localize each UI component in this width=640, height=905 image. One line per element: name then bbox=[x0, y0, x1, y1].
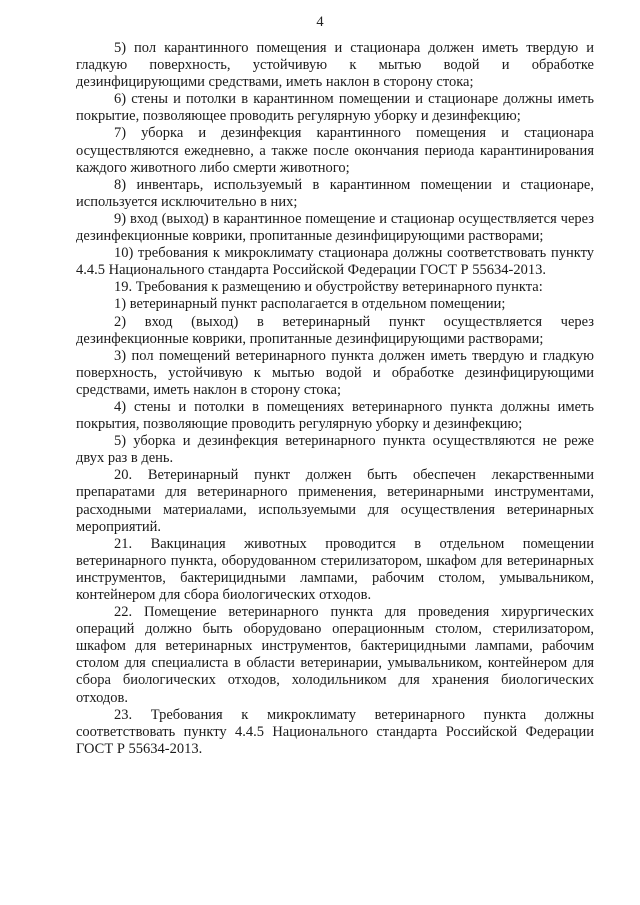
paragraph-quarantine-inventory: 8) инвентарь, используемый в карантинном помещении и стационаре, используется исключительно в них; bbox=[76, 176, 594, 210]
paragraph-vet-point-location: 1) ветеринарный пункт располагается в отдельном помещении; bbox=[114, 296, 506, 313]
paragraph-quarantine-floor: 5) пол карантинного помещения и стационара должен иметь твердую и гладкую поверхность, устойчивую к мытью водой и обработке дезинфицирующими средствами, иметь наклон в сторону стока; bbox=[76, 40, 594, 91]
page-number: 4 bbox=[316, 14, 324, 30]
paragraph-item-20: 20. Ветеринарный пункт должен быть обеспечен лекарственными препаратами для ветеринарного применения, ветеринарными инструментами, расходными материалами, используемыми для осуществления ветеринарных мероприятий. bbox=[76, 467, 594, 535]
paragraph-item-21: 21. Вакцинация животных проводится в отдельном помещении ветеринарного пункта, оборудованном стерилизатором, шкафом для ветеринарных инструментов, бактерицидными лампами, рабочим столом, умывальником, контейнером для сбора биологических отходов. bbox=[76, 535, 594, 603]
paragraph-quarantine-walls: 6) стены и потолки в карантинном помещении и стационаре должны иметь покрытие, позволяющее проводить регулярную уборку и дезинфекцию; bbox=[76, 91, 594, 125]
paragraph-item-19-heading: 19. Требования к размещению и обустройству ветеринарного пункта: bbox=[114, 279, 543, 296]
paragraph-item-23: 23. Требования к микроклимату ветеринарного пункта должны соответствовать пункту 4.4.5 Национального стандарта Российской Федерации ГОСТ Р 55634-2013. bbox=[76, 706, 594, 757]
paragraph-vet-point-walls: 4) стены и потолки в помещениях ветеринарного пункта должны иметь покрытия, позволяющие проводить регулярную уборку и дезинфекцию; bbox=[76, 398, 594, 433]
paragraph-quarantine-microclimate: 10) требования к микроклимату стационара должны соответствовать пункту 4.4.5 Национального стандарта Российской Федерации ГОСТ Р 55634-2013. bbox=[76, 245, 594, 279]
paragraph-vet-point-cleaning: 5) уборка и дезинфекция ветеринарного пункта осуществляются не реже двух раз в день. bbox=[76, 433, 594, 467]
paragraph-quarantine-entrance: 9) вход (выход) в карантинное помещение и стационар осуществляется через дезинфекционные коврики, пропитанные дезинфицирующими растворами; bbox=[76, 210, 594, 245]
paragraph-vet-point-entrance: 2) вход (выход) в ветеринарный пункт осуществляется через дезинфекционные коврики, пропитанные дезинфицирующими растворами; bbox=[76, 313, 594, 347]
paragraph-quarantine-cleaning: 7) уборка и дезинфекция карантинного помещения и стационара осуществляются ежедневно, а также после окончания периода карантинирования каждого животного либо смерти животного; bbox=[76, 125, 594, 176]
paragraph-vet-point-floor: 3) пол помещений ветеринарного пункта должен иметь твердую и гладкую поверхность, устойчивую к мытью водой и обработке дезинфицирующими средствами, иметь наклон в сторону стока; bbox=[76, 347, 594, 398]
paragraph-item-22: 22. Помещение ветеринарного пункта для проведения хирургических операций должно быть оборудовано операционным столом, стерилизатором, шкафом для ветеринарных инструментов, бактерицидными лампами, рабочим столом для специалиста в области ветеринарии, умывальником, контейнером для сбора биологических отходов, холодильником для хранения биологических отходов. bbox=[76, 604, 594, 706]
document-body bbox=[76, 40, 594, 758]
